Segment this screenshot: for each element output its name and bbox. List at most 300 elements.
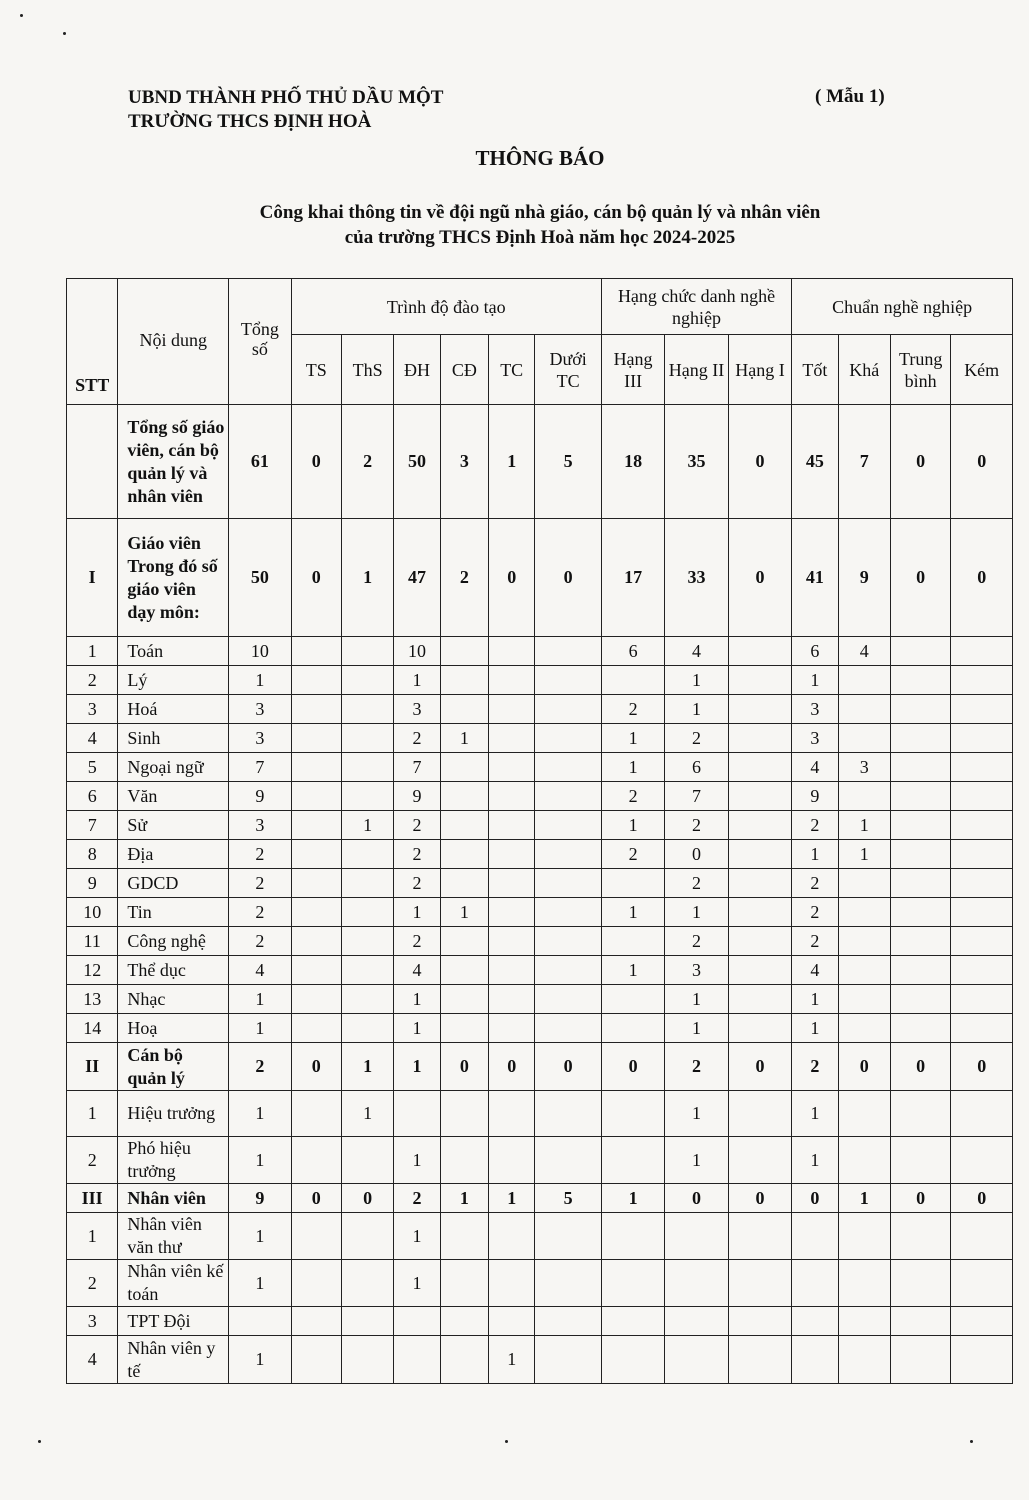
value-cell — [728, 637, 791, 666]
value-cell — [890, 724, 950, 753]
value-cell — [665, 1336, 728, 1384]
value-cell — [440, 1014, 488, 1043]
value-cell — [838, 869, 890, 898]
value-cell: 1 — [665, 985, 728, 1014]
value-cell: 4 — [394, 956, 440, 985]
value-cell: 2 — [665, 1043, 728, 1091]
value-cell — [489, 753, 535, 782]
header-stt: STT — [67, 279, 118, 405]
value-cell — [951, 782, 1013, 811]
value-cell — [951, 1336, 1013, 1384]
value-cell — [489, 840, 535, 869]
value-cell: 0 — [291, 519, 341, 637]
value-cell — [341, 840, 393, 869]
value-cell: 5 — [535, 1184, 601, 1213]
document-subtitle — [0, 200, 1029, 250]
value-cell — [890, 695, 950, 724]
table-row — [67, 956, 1013, 985]
value-cell — [951, 637, 1013, 666]
value-cell — [291, 1137, 341, 1184]
value-cell: 0 — [728, 519, 791, 637]
value-cell: 3 — [229, 811, 291, 840]
value-cell — [440, 927, 488, 956]
header-noi-dung: Nội dung — [118, 279, 229, 405]
value-cell: 3 — [665, 956, 728, 985]
row-noi-dung: TPT Đội — [118, 1307, 229, 1336]
value-cell: 1 — [792, 666, 838, 695]
value-cell — [440, 1336, 488, 1384]
value-cell — [838, 1014, 890, 1043]
value-cell — [291, 695, 341, 724]
value-cell — [535, 1260, 601, 1307]
value-cell — [489, 666, 535, 695]
value-cell: 1 — [394, 1014, 440, 1043]
value-cell: 1 — [838, 1184, 890, 1213]
value-cell — [394, 1091, 440, 1137]
value-cell: 1 — [341, 1043, 393, 1091]
value-cell: 6 — [792, 637, 838, 666]
value-cell: 0 — [535, 1043, 601, 1091]
row-noi-dung: GDCD — [118, 869, 229, 898]
subheader-cell: ThS — [341, 335, 393, 405]
subheader-cell: CĐ — [440, 335, 488, 405]
value-cell: 2 — [394, 811, 440, 840]
row-noi-dung: Sử — [118, 811, 229, 840]
value-cell — [951, 1307, 1013, 1336]
table-row — [67, 1336, 1013, 1384]
value-cell: 2 — [665, 869, 728, 898]
value-cell: 0 — [291, 1043, 341, 1091]
value-cell — [890, 666, 950, 695]
value-cell: 0 — [601, 1043, 664, 1091]
row-noi-dung: Giáo viên Trong đó số giáo viên dạy môn: — [118, 519, 229, 637]
table-row — [67, 869, 1013, 898]
value-cell: 35 — [665, 405, 728, 519]
row-stt: 7 — [67, 811, 118, 840]
table-row — [67, 782, 1013, 811]
value-cell — [890, 1091, 950, 1137]
value-cell: 7 — [838, 405, 890, 519]
value-cell — [440, 782, 488, 811]
value-cell: 2 — [440, 519, 488, 637]
value-cell — [838, 666, 890, 695]
value-cell — [890, 1137, 950, 1184]
value-cell — [229, 1307, 291, 1336]
value-cell — [838, 898, 890, 927]
value-cell — [341, 1260, 393, 1307]
value-cell: 2 — [394, 724, 440, 753]
value-cell — [951, 695, 1013, 724]
value-cell: 1 — [665, 1014, 728, 1043]
value-cell: 1 — [341, 519, 393, 637]
value-cell — [341, 666, 393, 695]
value-cell: 33 — [665, 519, 728, 637]
value-cell: 0 — [890, 405, 950, 519]
value-cell: 1 — [601, 1184, 664, 1213]
value-cell — [341, 869, 393, 898]
header-hang-chuc-danh: Hạng chức danh nghề nghiệp — [601, 279, 791, 335]
value-cell: 1 — [792, 840, 838, 869]
value-cell: 2 — [792, 1043, 838, 1091]
value-cell — [665, 1260, 728, 1307]
value-cell: 1 — [394, 1043, 440, 1091]
value-cell — [291, 782, 341, 811]
table-row — [67, 1091, 1013, 1137]
value-cell — [951, 927, 1013, 956]
value-cell — [341, 1336, 393, 1384]
value-cell: 1 — [440, 898, 488, 927]
row-noi-dung: Văn — [118, 782, 229, 811]
value-cell: 61 — [229, 405, 291, 519]
subheader-cell: Hạng III — [601, 335, 664, 405]
value-cell — [792, 1336, 838, 1384]
value-cell — [341, 1213, 393, 1260]
value-cell: 1 — [229, 1336, 291, 1384]
value-cell: 1 — [394, 1260, 440, 1307]
value-cell — [489, 724, 535, 753]
value-cell: 1 — [229, 1137, 291, 1184]
value-cell: 2 — [665, 724, 728, 753]
value-cell — [341, 753, 393, 782]
value-cell — [665, 1307, 728, 1336]
value-cell — [440, 637, 488, 666]
issuer-line2: TRƯỜNG THCS ĐỊNH HOÀ — [128, 111, 372, 132]
value-cell: 0 — [665, 1184, 728, 1213]
value-cell: 50 — [229, 519, 291, 637]
value-cell — [489, 927, 535, 956]
value-cell — [951, 898, 1013, 927]
value-cell: 1 — [394, 1137, 440, 1184]
value-cell — [951, 811, 1013, 840]
value-cell: 17 — [601, 519, 664, 637]
value-cell: 4 — [792, 956, 838, 985]
row-noi-dung: Hiệu trưởng — [118, 1091, 229, 1137]
subheader-cell: TC — [489, 335, 535, 405]
staff-table — [66, 278, 1013, 1384]
value-cell — [728, 782, 791, 811]
value-cell — [951, 1137, 1013, 1184]
table-row — [67, 637, 1013, 666]
value-cell: 1 — [341, 811, 393, 840]
value-cell — [535, 782, 601, 811]
row-noi-dung: Địa — [118, 840, 229, 869]
value-cell: 0 — [489, 519, 535, 637]
value-cell — [728, 840, 791, 869]
document-title: THÔNG BÁO — [475, 146, 605, 170]
row-noi-dung: Phó hiệu trưởng — [118, 1137, 229, 1184]
value-cell: 0 — [665, 840, 728, 869]
value-cell — [440, 956, 488, 985]
value-cell — [440, 1137, 488, 1184]
value-cell — [535, 666, 601, 695]
row-noi-dung: Nhân viên y tế — [118, 1336, 229, 1384]
row-stt: 8 — [67, 840, 118, 869]
value-cell: 47 — [394, 519, 440, 637]
value-cell — [792, 1307, 838, 1336]
value-cell: 18 — [601, 405, 664, 519]
value-cell — [601, 1307, 664, 1336]
value-cell: 1 — [229, 1014, 291, 1043]
value-cell — [291, 753, 341, 782]
value-cell — [341, 1014, 393, 1043]
value-cell — [601, 1336, 664, 1384]
value-cell — [341, 1137, 393, 1184]
value-cell: 2 — [601, 840, 664, 869]
value-cell — [440, 869, 488, 898]
value-cell — [951, 1014, 1013, 1043]
value-cell — [838, 1213, 890, 1260]
value-cell — [291, 1213, 341, 1260]
value-cell — [489, 1260, 535, 1307]
value-cell — [665, 1213, 728, 1260]
value-cell — [601, 1014, 664, 1043]
row-noi-dung: Công nghệ — [118, 927, 229, 956]
value-cell — [890, 869, 950, 898]
value-cell — [890, 927, 950, 956]
value-cell — [291, 840, 341, 869]
value-cell: 2 — [341, 405, 393, 519]
value-cell: 2 — [665, 927, 728, 956]
value-cell — [728, 666, 791, 695]
value-cell: 3 — [792, 695, 838, 724]
value-cell: 0 — [535, 519, 601, 637]
row-stt: 2 — [67, 666, 118, 695]
row-noi-dung: Nhạc — [118, 985, 229, 1014]
value-cell — [838, 1260, 890, 1307]
value-cell: 1 — [601, 753, 664, 782]
value-cell — [838, 1307, 890, 1336]
value-cell — [535, 898, 601, 927]
value-cell: 0 — [838, 1043, 890, 1091]
table-row — [67, 898, 1013, 927]
value-cell: 2 — [792, 927, 838, 956]
value-cell — [601, 666, 664, 695]
value-cell — [951, 985, 1013, 1014]
value-cell: 5 — [535, 405, 601, 519]
value-cell — [341, 898, 393, 927]
value-cell: 0 — [951, 405, 1013, 519]
value-cell: 7 — [665, 782, 728, 811]
value-cell — [601, 1213, 664, 1260]
value-cell — [728, 1014, 791, 1043]
value-cell — [951, 956, 1013, 985]
value-cell: 0 — [291, 1184, 341, 1213]
subheader-cell: Khá — [838, 335, 890, 405]
table-row — [67, 1260, 1013, 1307]
value-cell — [890, 1336, 950, 1384]
value-cell: 1 — [394, 985, 440, 1014]
value-cell: 1 — [229, 985, 291, 1014]
value-cell — [440, 811, 488, 840]
value-cell — [792, 1213, 838, 1260]
table-row — [67, 1213, 1013, 1260]
value-cell: 2 — [229, 840, 291, 869]
value-cell: 1 — [792, 985, 838, 1014]
value-cell — [838, 695, 890, 724]
value-cell — [890, 985, 950, 1014]
form-label: ( Mẫu 1) — [815, 86, 885, 107]
value-cell — [728, 898, 791, 927]
value-cell: 0 — [291, 405, 341, 519]
subheader-cell: Hạng I — [728, 335, 791, 405]
value-cell — [489, 1307, 535, 1336]
value-cell — [890, 956, 950, 985]
value-cell — [291, 956, 341, 985]
value-cell: 1 — [229, 1213, 291, 1260]
value-cell — [535, 724, 601, 753]
value-cell: 7 — [229, 753, 291, 782]
value-cell — [951, 869, 1013, 898]
issuer-line1: UBND THÀNH PHỐ THỦ DẦU MỘT — [128, 87, 444, 108]
value-cell: 0 — [489, 1043, 535, 1091]
table-row — [67, 1137, 1013, 1184]
value-cell — [489, 1137, 535, 1184]
value-cell — [951, 724, 1013, 753]
row-stt: 4 — [67, 724, 118, 753]
value-cell — [291, 898, 341, 927]
row-stt: I — [67, 519, 118, 637]
value-cell: 2 — [229, 927, 291, 956]
value-cell: 0 — [440, 1043, 488, 1091]
value-cell: 1 — [489, 1184, 535, 1213]
value-cell — [291, 985, 341, 1014]
value-cell: 1 — [394, 1213, 440, 1260]
value-cell: 3 — [792, 724, 838, 753]
value-cell — [890, 782, 950, 811]
value-cell — [440, 1091, 488, 1137]
subheader-cell: Kém — [951, 335, 1013, 405]
row-stt: 4 — [67, 1336, 118, 1384]
value-cell: 1 — [394, 898, 440, 927]
value-cell: 7 — [394, 753, 440, 782]
value-cell: 1 — [665, 695, 728, 724]
row-stt: 1 — [67, 637, 118, 666]
value-cell: 1 — [440, 724, 488, 753]
value-cell — [728, 1307, 791, 1336]
value-cell — [951, 1091, 1013, 1137]
header-tong-so: Tổng số — [229, 279, 291, 405]
row-noi-dung: Hoạ — [118, 1014, 229, 1043]
value-cell — [838, 782, 890, 811]
value-cell — [489, 695, 535, 724]
value-cell: 41 — [792, 519, 838, 637]
value-cell — [728, 1137, 791, 1184]
row-stt: 3 — [67, 1307, 118, 1336]
row-noi-dung: Nhân viên văn thư — [118, 1213, 229, 1260]
value-cell: 9 — [229, 782, 291, 811]
table-row — [67, 666, 1013, 695]
value-cell — [291, 637, 341, 666]
value-cell: 1 — [229, 666, 291, 695]
issuer-header — [128, 86, 443, 134]
value-cell: 45 — [792, 405, 838, 519]
value-cell: 0 — [341, 1184, 393, 1213]
row-stt: 2 — [67, 1137, 118, 1184]
row-stt — [67, 405, 118, 519]
value-cell — [890, 898, 950, 927]
value-cell: 1 — [489, 1336, 535, 1384]
value-cell: 0 — [951, 1043, 1013, 1091]
value-cell — [535, 753, 601, 782]
row-stt: 2 — [67, 1260, 118, 1307]
value-cell — [728, 1336, 791, 1384]
table-row — [67, 985, 1013, 1014]
value-cell: 2 — [394, 869, 440, 898]
row-noi-dung: Ngoại ngữ — [118, 753, 229, 782]
table-row — [67, 1043, 1013, 1091]
value-cell — [601, 1260, 664, 1307]
value-cell: 9 — [838, 519, 890, 637]
value-cell: 1 — [601, 956, 664, 985]
value-cell — [489, 811, 535, 840]
value-cell: 4 — [838, 637, 890, 666]
value-cell — [890, 1014, 950, 1043]
value-cell — [728, 985, 791, 1014]
value-cell: 1 — [440, 1184, 488, 1213]
value-cell — [489, 985, 535, 1014]
value-cell: 2 — [792, 869, 838, 898]
value-cell: 9 — [792, 782, 838, 811]
value-cell — [535, 1137, 601, 1184]
value-cell — [489, 782, 535, 811]
value-cell — [838, 1137, 890, 1184]
value-cell: 6 — [601, 637, 664, 666]
value-cell — [951, 1213, 1013, 1260]
row-noi-dung: Cán bộ quản lý — [118, 1043, 229, 1091]
row-stt: 10 — [67, 898, 118, 927]
row-stt: 9 — [67, 869, 118, 898]
value-cell: 1 — [838, 840, 890, 869]
value-cell — [341, 956, 393, 985]
value-cell: 2 — [665, 811, 728, 840]
value-cell — [535, 1014, 601, 1043]
header-chuan-nghe-nghiep: Chuẩn nghề nghiệp — [792, 279, 1013, 335]
value-cell: 10 — [394, 637, 440, 666]
value-cell — [440, 840, 488, 869]
value-cell — [394, 1307, 440, 1336]
value-cell: 1 — [665, 898, 728, 927]
row-noi-dung: Toán — [118, 637, 229, 666]
value-cell: 0 — [951, 1184, 1013, 1213]
table-row — [67, 840, 1013, 869]
value-cell — [394, 1336, 440, 1384]
value-cell — [535, 927, 601, 956]
row-noi-dung: Thể dục — [118, 956, 229, 985]
value-cell — [535, 1091, 601, 1137]
value-cell — [489, 898, 535, 927]
table-row — [67, 519, 1013, 637]
value-cell — [535, 985, 601, 1014]
value-cell — [535, 840, 601, 869]
value-cell — [728, 927, 791, 956]
value-cell — [728, 1213, 791, 1260]
value-cell — [291, 1014, 341, 1043]
value-cell — [291, 869, 341, 898]
value-cell — [291, 1091, 341, 1137]
value-cell: 2 — [394, 840, 440, 869]
value-cell: 4 — [792, 753, 838, 782]
value-cell: 9 — [394, 782, 440, 811]
value-cell — [601, 985, 664, 1014]
row-stt: II — [67, 1043, 118, 1091]
value-cell: 2 — [394, 927, 440, 956]
value-cell: 4 — [229, 956, 291, 985]
value-cell — [838, 1091, 890, 1137]
value-cell — [440, 985, 488, 1014]
row-stt: 5 — [67, 753, 118, 782]
value-cell: 1 — [665, 1137, 728, 1184]
value-cell — [440, 695, 488, 724]
